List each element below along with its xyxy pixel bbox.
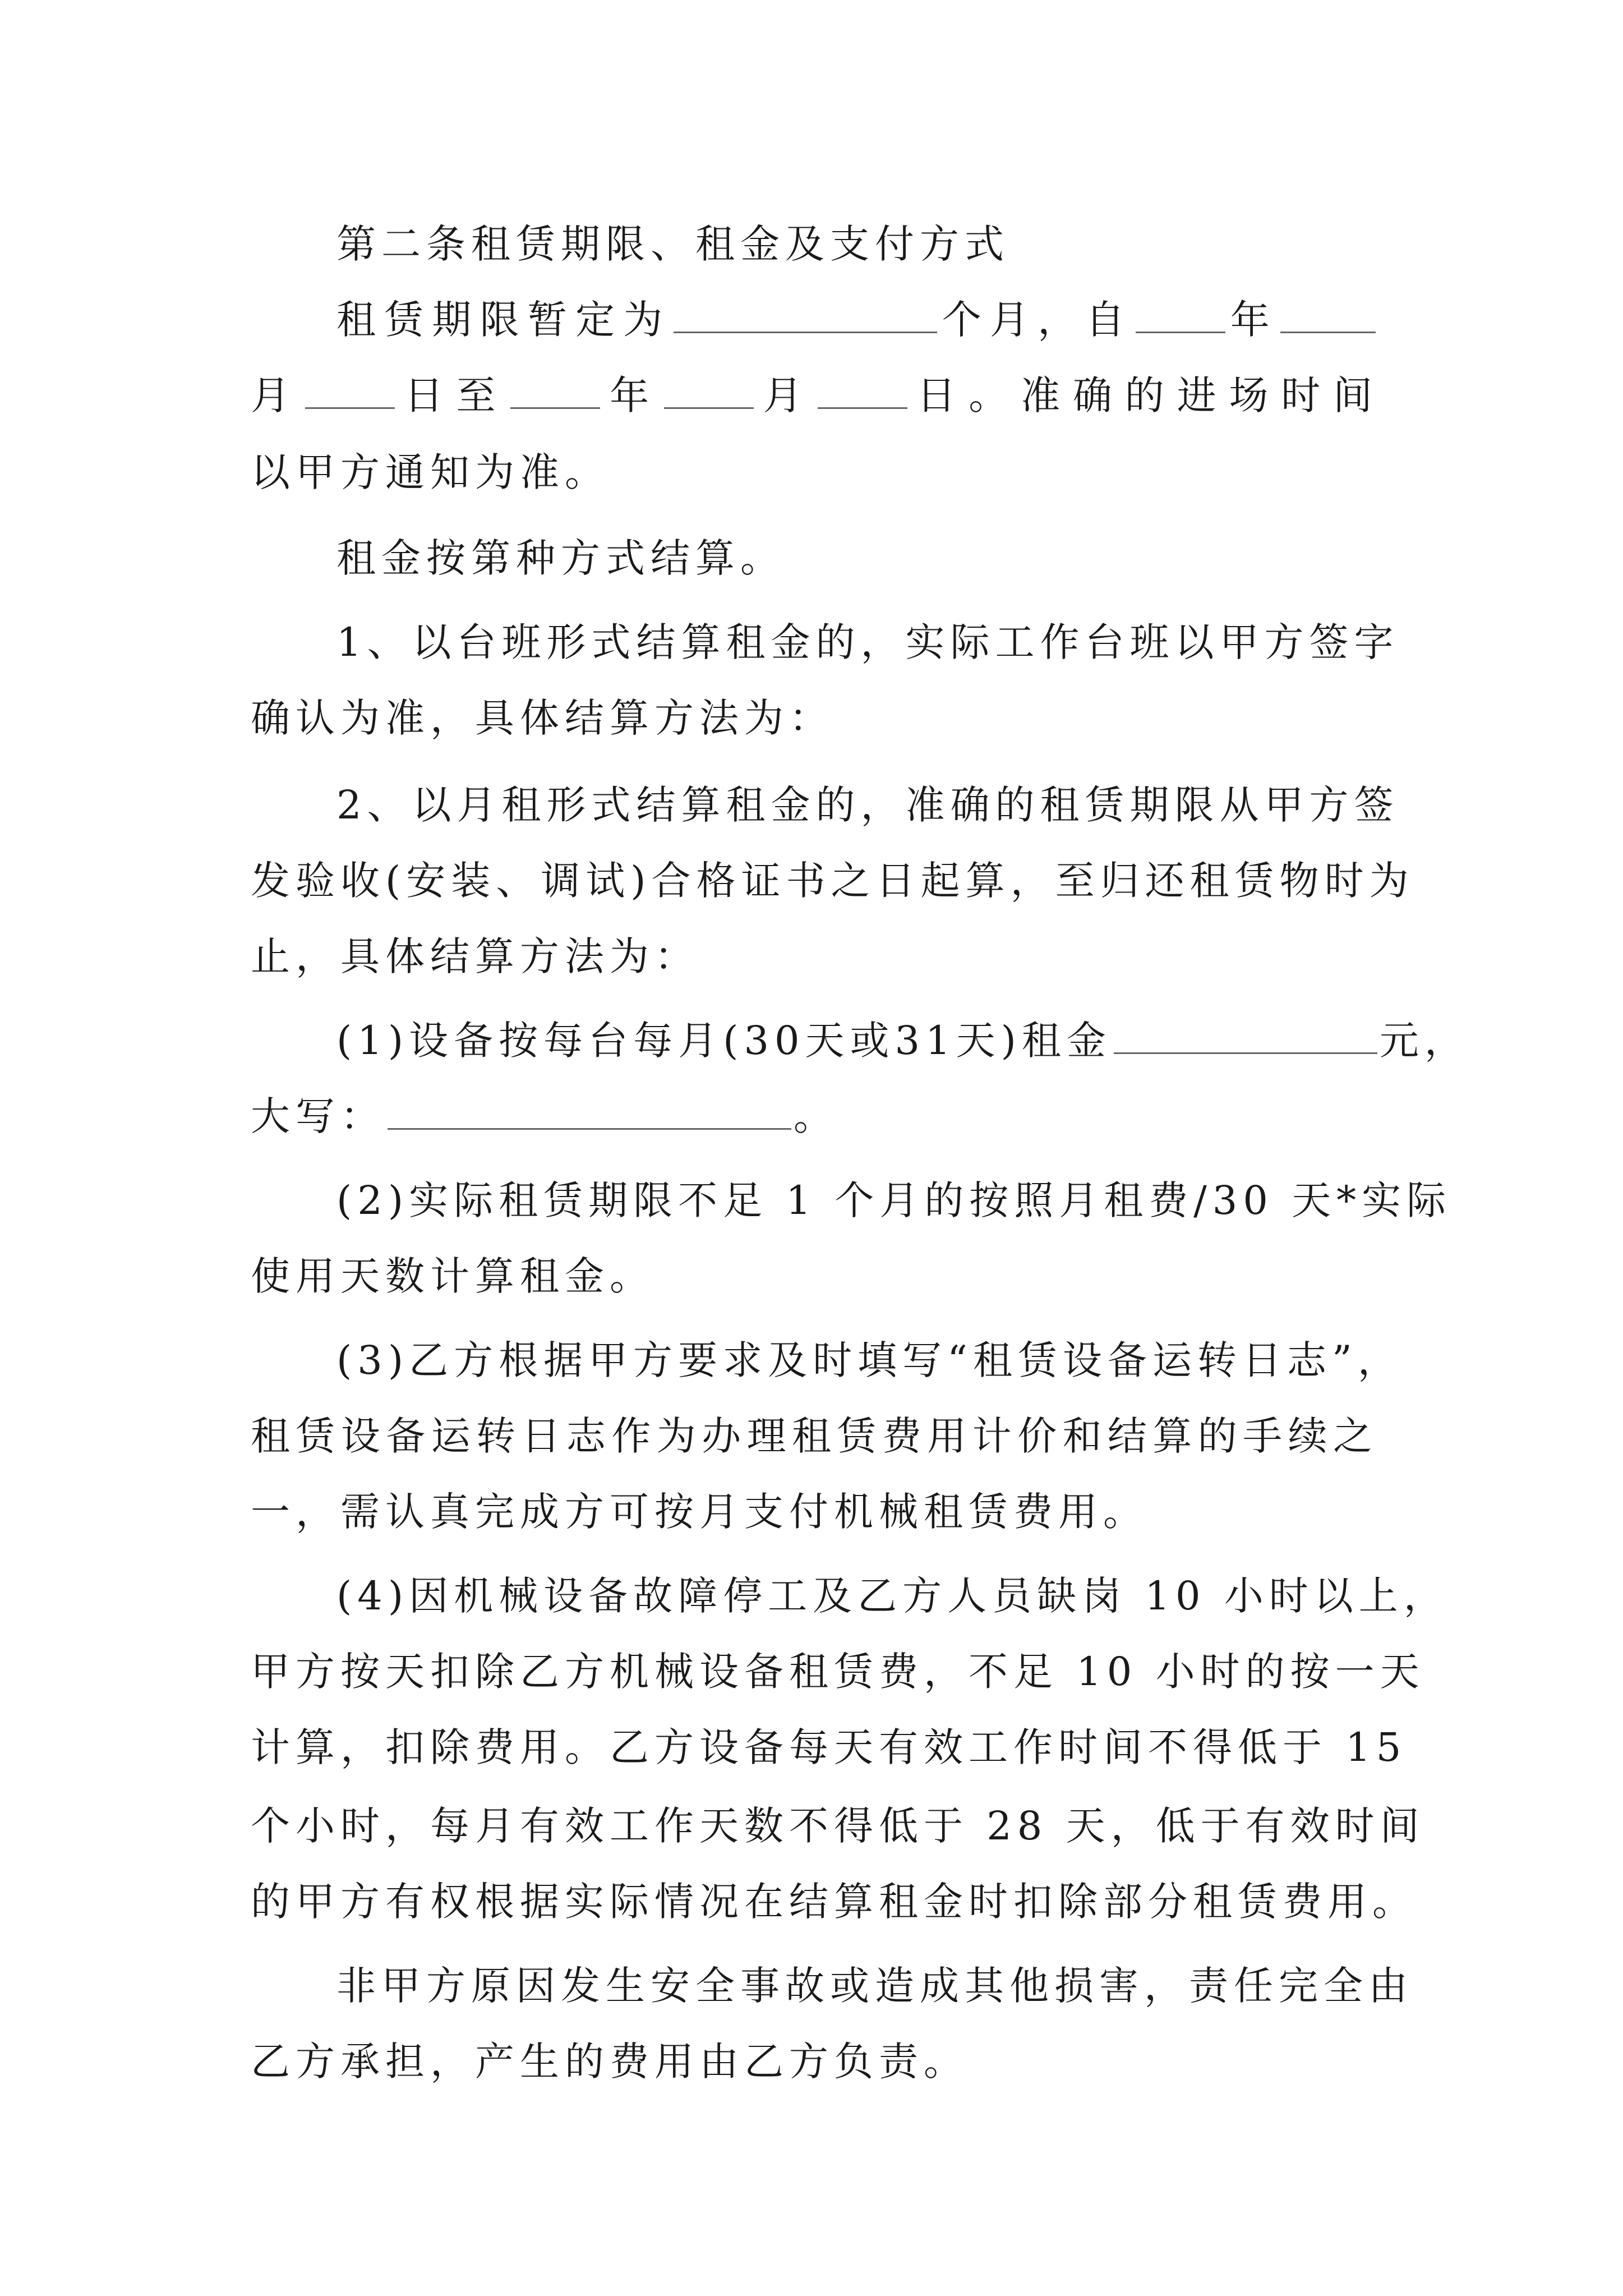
item-2-line-2: 发验收(安装、调试)合格证书之日起算，至归还租赁物时为 (251, 858, 1414, 904)
sub-4-line-3: 计算，扣除费用。乙方设备每天有效工作时间不得低于 15 (251, 1724, 1407, 1770)
end-year-blank[interactable] (510, 374, 600, 409)
sub-2-line-2: 使用天数计算租金。 (251, 1253, 654, 1299)
item-2-line-1: 2、以月租形式结算租金的，准确的租赁期限从甲方签 (336, 782, 1399, 828)
sub-4-line-5: 的甲方有权根据实际情况在结算租金时扣除部分租赁费用。 (251, 1879, 1417, 1925)
lease-term-text: 日至 (396, 372, 509, 418)
sub-1-text: 大写： (251, 1093, 385, 1139)
sub-4-line-1: (4)因机械设备故障停工及乙方人员缺岗 10 小时以上， (336, 1573, 1449, 1619)
sub-1-line-2 (251, 1083, 1378, 1150)
section-heading: 第二条租赁期限、租金及支付方式 (336, 221, 1009, 267)
lease-term-line-3: 以甲方通知为准。 (251, 449, 610, 495)
lease-term-line-1 (336, 286, 1378, 353)
sub-4-line-4: 个小时，每月有效工作天数不得低于 28 天，低于有效时间 (251, 1803, 1425, 1849)
start-year-blank[interactable] (1136, 298, 1225, 333)
item-1-line-1: 1、以台班形式结算租金的，实际工作台班以甲方签字 (336, 619, 1399, 665)
sub-3-line-2: 租赁设备运转日志作为办理租赁费用计价和结算的手续之 (251, 1413, 1378, 1459)
item-1-line-2: 确认为准，具体结算方法为： (251, 695, 834, 741)
lease-term-text: 月 (251, 372, 303, 418)
liability-line-1: 非甲方原因发生安全事故或造成其他损害，责任完全由 (336, 1963, 1413, 2009)
liability-line-2: 乙方承担，产生的费用由乙方负责。 (251, 2039, 969, 2085)
start-month-blank[interactable] (1280, 298, 1376, 333)
end-month-blank[interactable] (664, 374, 754, 409)
lease-term-text: 租赁期限暂定为 (336, 297, 671, 343)
sub-1-text: 。 (794, 1093, 838, 1139)
months-blank[interactable] (674, 298, 937, 333)
sub-1-text: (1)设备按每台每月(30天或31天)租金 (336, 1018, 1112, 1064)
sub-2-line-1: (2)实际租赁期限不足 1 个月的按照月租费/30 天*实际 (336, 1177, 1452, 1223)
sub-3-line-1: (3)乙方根据甲方要求及时填写“租赁设备运转日志”， (336, 1337, 1403, 1383)
lease-term-text: 月 (755, 372, 815, 418)
lease-term-text: 年 (602, 372, 662, 418)
end-day-blank[interactable] (818, 374, 907, 409)
lease-term-text: 日。准确的进场时间 (909, 372, 1378, 418)
lease-term-text: 个月，自 (939, 297, 1133, 343)
lease-term-text: 年 (1227, 297, 1279, 343)
monthly-rent-blank[interactable] (1114, 1019, 1377, 1054)
item-2-line-3: 止，具体结算方法为： (251, 933, 699, 979)
start-day-blank[interactable] (305, 374, 395, 409)
sub-4-line-2: 甲方按天扣除乙方机械设备租赁费，不足 10 小时的按一天 (251, 1649, 1425, 1695)
amount-in-words-blank[interactable] (388, 1094, 791, 1130)
lease-term-line-2 (251, 362, 1378, 429)
sub-1-line-1 (336, 1007, 1469, 1074)
sub-1-text: 元， (1379, 1018, 1469, 1064)
sub-3-line-3: 一，需认真完成方可按月支付机械租赁费用。 (251, 1489, 1148, 1535)
settlement-intro: 租金按第种方式结算。 (336, 535, 785, 581)
